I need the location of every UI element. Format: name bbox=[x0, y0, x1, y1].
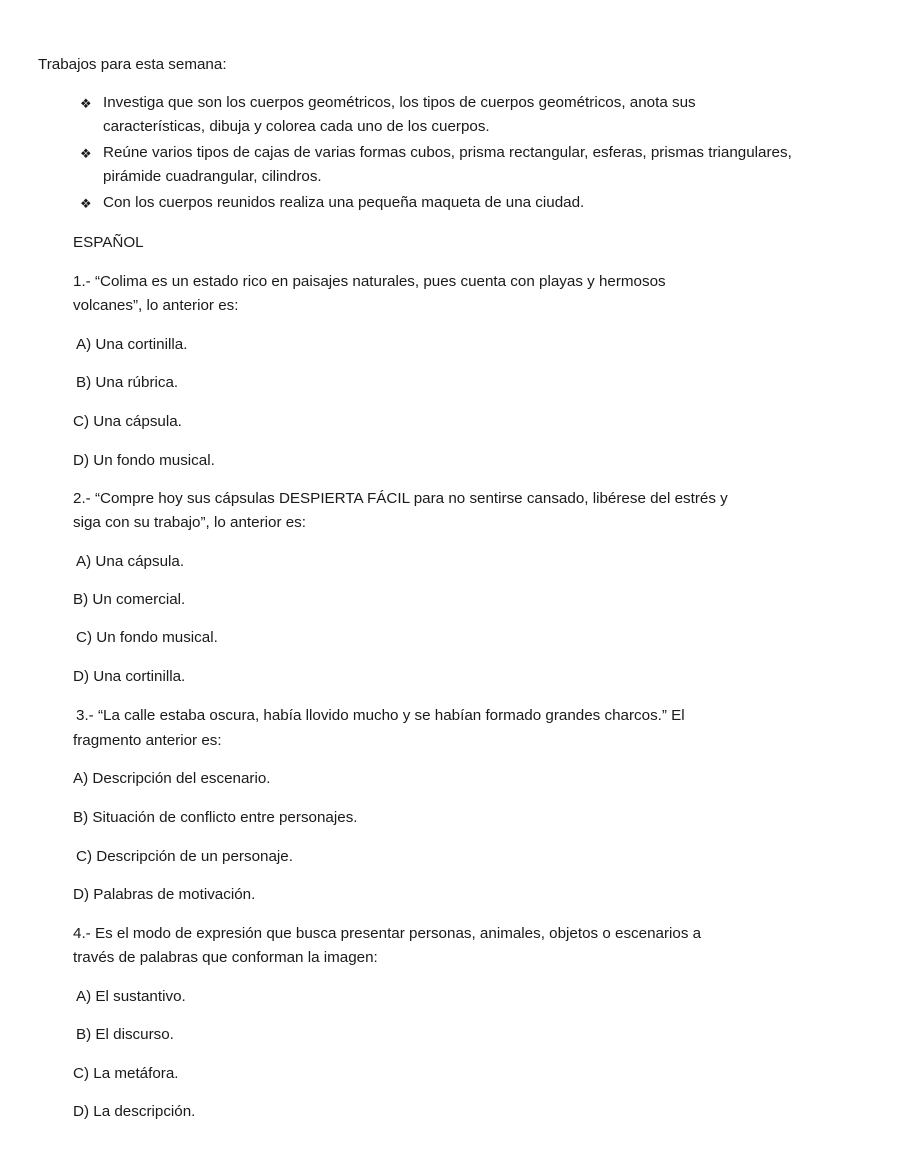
question-text: 1.- “Colima es un estado rico en paisajes naturales, pues cuenta con playas y hermosos bbox=[73, 273, 666, 290]
answer-option: D) Una cortinilla. bbox=[73, 668, 186, 685]
answer-option: C) La metáfora. bbox=[73, 1065, 179, 1082]
answer-option: C) Descripción de un personaje. bbox=[76, 848, 293, 865]
answer-option: B) Un comercial. bbox=[73, 591, 186, 608]
question-text: 4.- Es el modo de expresión que busca presentar personas, animales, objetos o escenarios a bbox=[73, 925, 702, 942]
answer-option: A) Una cápsula. bbox=[76, 553, 185, 570]
section-title: ESPAÑOL bbox=[73, 234, 144, 251]
heading: Trabajos para esta semana: bbox=[38, 56, 227, 73]
answer-option: B) Situación de conflicto entre personajes. bbox=[73, 809, 358, 826]
answer-option: A) Una cortinilla. bbox=[76, 336, 188, 353]
answer-option: C) Un fondo musical. bbox=[76, 629, 218, 646]
diamond-bullet-icon: ❖ bbox=[80, 146, 92, 161]
answer-option: D) Un fondo musical. bbox=[73, 452, 215, 469]
bullet-text: Investiga que son los cuerpos geométricos, los tipos de cuerpos geométricos, anota sus características, dibuja y colorea cada uno de los cuerpos. bbox=[103, 94, 696, 135]
question-text: volcanes”, lo anterior es: bbox=[73, 297, 239, 314]
answer-option: D) La descripción. bbox=[73, 1103, 196, 1120]
bullet-text: Con los cuerpos reunidos realiza una pequeña maqueta de una ciudad. bbox=[103, 194, 585, 211]
answer-option: D) Palabras de motivación. bbox=[73, 886, 256, 903]
answer-option: B) Una rúbrica. bbox=[76, 374, 179, 391]
question-text: 3.- “La calle estaba oscura, había llovido mucho y se habían formado grandes charcos.” El bbox=[76, 707, 685, 724]
answer-option: A) El sustantivo. bbox=[76, 988, 186, 1005]
diamond-bullet-icon: ❖ bbox=[80, 196, 92, 211]
question-text: fragmento anterior es: bbox=[73, 732, 222, 749]
question-text: 2.- “Compre hoy sus cápsulas DESPIERTA FÁCIL para no sentirse cansado, libérese del estrés y bbox=[73, 490, 728, 507]
question-text: través de palabras que conforman la imagen: bbox=[73, 949, 378, 966]
diamond-bullet-icon: ❖ bbox=[80, 96, 92, 111]
answer-option: A) Descripción del escenario. bbox=[73, 770, 271, 787]
answer-option: C) Una cápsula. bbox=[73, 413, 182, 430]
answer-option: B) El discurso. bbox=[76, 1026, 174, 1043]
bullet-text: Reúne varios tipos de cajas de varias formas cubos, prisma rectangular, esferas, prismas triangulares, pirámide cuadrangular, cilindros. bbox=[103, 144, 792, 185]
question-text: siga con su trabajo”, lo anterior es: bbox=[73, 514, 306, 531]
